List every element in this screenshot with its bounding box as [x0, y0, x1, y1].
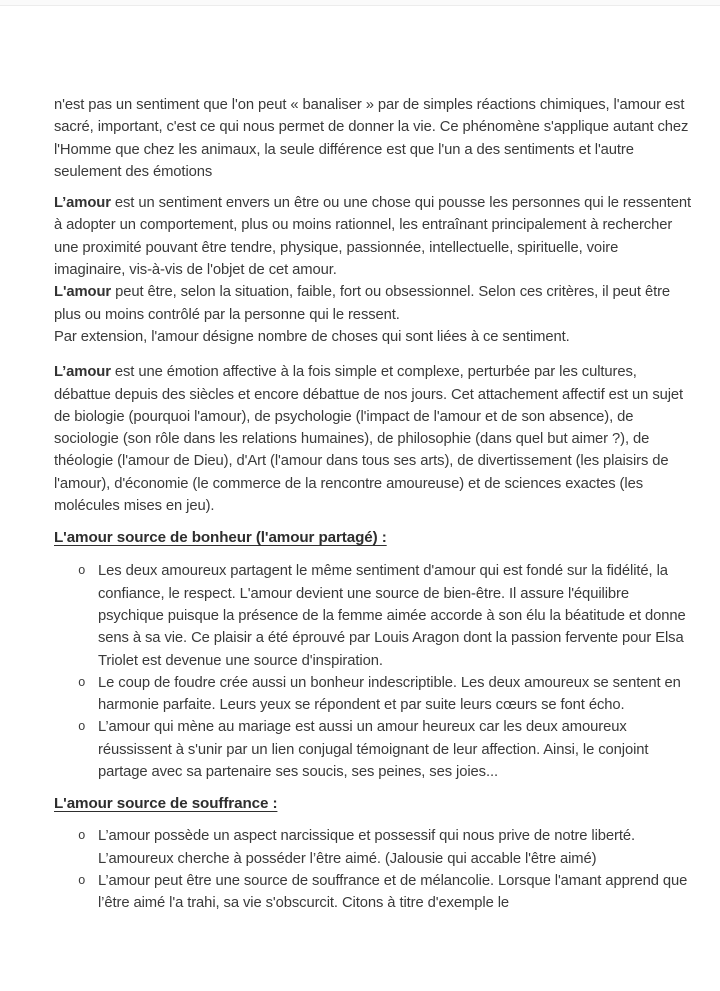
bullet-marker: o	[78, 873, 86, 888]
paragraph-intro-text: n'est pas un sentiment que l'on peut « banaliser » par de simples réactions chimiques, l'amour est sacré, important, c'est ce qui nous permet de donner la vie. Ce phénomène s'applique autant chez l'Homme que chez les animaux, la seule différence est que l'un a des sentiments et l'autre seulement des émotions	[54, 97, 689, 180]
list-item	[54, 870, 692, 915]
emotion-lead-bold: L’amour	[54, 364, 111, 381]
list-souffrance	[54, 825, 692, 914]
heading-amour-bonheur: L'amour source de bonheur (l'amour partagé) :	[54, 529, 387, 547]
definition-text: est un sentiment envers un être ou une chose qui pousse les personnes qui le ressentent à adopter un comportement, plus ou moins rationnel, les entraînant principalement à rechercher une proximité pouvant être tendre, physique, passionnée, intellectuelle, spirituelle, voire imaginaire, vis-à-vis de l'objet de cet amour.	[54, 195, 692, 279]
list-item	[54, 825, 692, 870]
heading-amour-souffrance: L'amour source de souffrance :	[54, 795, 278, 813]
bullet-marker: o	[78, 564, 86, 579]
list-bonheur	[54, 560, 692, 783]
emotion-text: est une émotion affective à la fois simple et complexe, perturbée par les cultures, débattue depuis des siècles et encore débattue de nos jours. Cet attachement affectif est un sujet de biologie (pourquoi l'amour), de psychologie (l'impact de l'amour et de son absence), de sociologie (son rôle dans les relations humaines), de philosophie (dans quel but aimer ?), de théologie (l'amour de Dieu), d'Art (l'amour dans tous ses arts), de divertissement (les plaisirs de l'amour), d'économie (le commerce de la rencontre amoureuse) et de sciences exactes (les molécules mises en jeu).	[54, 364, 684, 515]
paragraph-extension	[54, 326, 692, 348]
paragraph-definition-group	[54, 192, 692, 348]
extension-text: Par extension, l'amour désigne nombre de choses qui sont liées à ce sentiment.	[54, 328, 570, 345]
bullet-marker: o	[78, 675, 86, 690]
list-item	[54, 716, 692, 783]
paragraph-definition	[54, 192, 692, 281]
paragraph-intro	[54, 94, 692, 183]
list-item-text: L’amour possède un aspect narcissique et possessif qui nous prive de notre liberté. L’amoureux cherche à posséder l’être aimé. (Jalousie qui accable l'être aimé)	[98, 828, 636, 867]
document-body	[0, 6, 720, 915]
intensity-lead-bold: L'amour	[54, 284, 112, 301]
definition-lead-bold: L’amour	[54, 195, 111, 212]
list-item	[54, 560, 692, 671]
list-item-text: Les deux amoureux partagent le même sentiment d'amour qui est fondé sur la fidélité, la confiance, le respect. L'amour devient une source de bien-être. Il assure l'équilibre psychique puisque la présence de la femme aimée accorde à son élu la béatitude et donne sens à sa vie. Ce plaisir a été éprouvé par Louis Aragon dont la passion fervente pour Elsa Triolet est devenue une source d'inspiration.	[98, 563, 686, 669]
list-item-text: L’amour peut être une source de souffrance et de mélancolie. Lorsque l'amant apprend que l’être aimé l'a trahi, sa vie s'obscurcit. Citons à titre d'exemple le	[98, 872, 688, 912]
bullet-marker: o	[78, 720, 86, 735]
list-item-text: L’amour qui mène au mariage est aussi un amour heureux car les deux amoureux réussissent à s'unir par un lien conjugal témoignant de leur affection. Ainsi, le conjoint partage avec sa partenaire ses soucis, ses peines, ses joies...	[98, 719, 649, 781]
bullet-marker: o	[78, 829, 86, 844]
list-item-text: Le coup de foudre crée aussi un bonheur indescriptible. Les deux amoureux se sentent en harmonie parfaite. Leurs yeux se répondent et par suite leurs cœurs se font écho.	[98, 674, 681, 714]
list-item	[54, 672, 692, 717]
paragraph-emotion	[54, 361, 692, 517]
paragraph-intensity	[54, 281, 692, 326]
intensity-text: peut être, selon la situation, faible, fort ou obsessionnel. Selon ces critères, il peut être plus ou moins contrôlé par la personne qui le ressent.	[54, 284, 671, 323]
